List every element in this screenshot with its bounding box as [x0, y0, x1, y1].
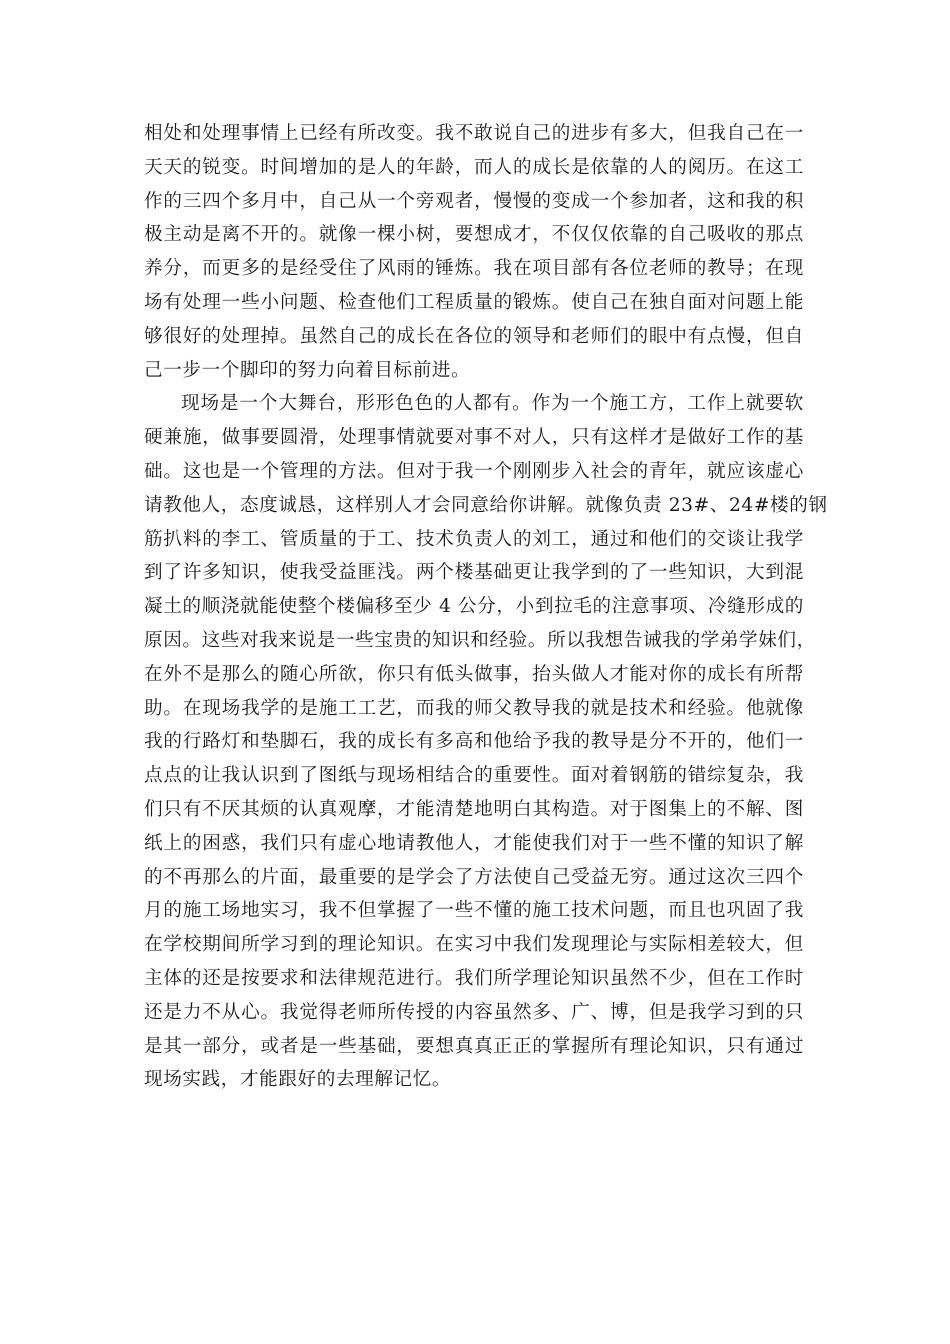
paragraph-2-line-19: 还是力不从心。我觉得老师所传授的内容虽然多、广、博，但是我学习到的只 [144, 1001, 804, 1023]
paragraph-1-line-2: 天天的锐变。时间增加的是人的年龄，而人的成长是依靠的人的阅历。在这工 [144, 156, 804, 178]
paragraph-1-line-7: 够很好的处理掉。虽然自己的成长在各位的领导和老师们的眼中有点慢，但自 [144, 325, 804, 347]
paragraph-2-line-2: 硬兼施，做事要圆滑，处理事情就要对事不对人，只有这样才是做好工作的基 [144, 427, 804, 449]
paragraph-2-line-10: 助。在现场我学的是施工工艺，而我的师父教导我的就是技术和经验。他就像 [144, 697, 804, 719]
paragraph-2-line-17: 在学校期间所学习到的理论知识。在实习中我们发现理论与实际相差较大，但 [144, 934, 804, 956]
paragraph-2-line-16: 月的施工场地实习，我不但掌握了一些不懂的施工技术问题，而且也巩固了我 [144, 900, 804, 922]
paragraph-2-line-15: 的不再那么的片面，最重要的是学会了方法使自己受益无穷。通过这次三四个 [144, 866, 804, 888]
paragraph-2-line-7: 凝土的顺浇就能使整个楼偏移至少 4 公分，小到拉毛的注意事项、冷缝形成的 [144, 596, 804, 618]
paragraph-2-line-11: 我的行路灯和垫脚石，我的成长有多高和他给予我的教导是分不开的，他们一 [144, 731, 804, 753]
paragraph-2-line-1: 现场是一个大舞台，形形色色的人都有。作为一个施工方，工作上就要软 [181, 393, 804, 415]
paragraph-1-line-6: 场有处理一些小问题、检查他们工程质量的锻炼。使自己在独自面对问题上能 [144, 291, 804, 313]
body-text [144, 117, 828, 1097]
paragraph-2-line-21: 现场实践，才能跟好的去理解记忆。 [144, 1069, 452, 1091]
paragraph-2-line-9: 在外不是那么的随心所欲，你只有低头做事，抬头做人才能对你的成长有所帮 [144, 663, 804, 685]
paragraph-2-line-20: 是其一部分，或者是一些基础，要想真真正正的掌握所有理论知识，只有通过 [144, 1035, 804, 1057]
paragraph-1-line-1: 相处和处理事情上已经有所改变。我不敢说自己的进步有多大，但我自己在一 [144, 123, 804, 144]
paragraph-2-line-14: 纸上的困惑，我们只有虚心地请教他人，才能使我们对于一些不懂的知识了解 [144, 832, 804, 854]
paragraph-2-line-5: 筋扒料的李工、管质量的于工、技术负责人的刘工，通过和他们的交谈让我学 [144, 528, 804, 550]
paragraph-2-line-8: 原因。这些对我来说是一些宝贵的知识和经验。所以我想告诫我的学弟学妹们， [144, 629, 816, 651]
paragraph-2-line-13: 们只有不厌其烦的认真观摩，才能清楚地明白其构造。对于图集上的不解、图 [144, 798, 804, 820]
paragraph-2-line-6: 到了许多知识，使我受益匪浅。两个楼基础更让我学到的了一些知识，大到混 [144, 562, 804, 584]
paragraph-1-line-8: 己一步一个脚印的努力向着目标前进。 [144, 359, 471, 381]
paragraph-2-line-3: 础。这也是一个管理的方法。但对于我一个刚刚步入社会的青年，就应该虚心 [144, 460, 804, 482]
paragraph-1-line-3: 作的三四个多月中，自己从一个旁观者，慢慢的变成一个参加者，这和我的积 [144, 190, 804, 212]
paragraph-2-line-12: 点点的让我认识到了图纸与现场相结合的重要性。面对着钢筋的错综复杂，我 [144, 765, 804, 787]
paragraph-2-line-18: 主体的还是按要求和法律规范进行。我们所学理论知识虽然不少，但在工作时 [144, 967, 804, 989]
paragraph-1-line-4: 极主动是离不开的。就像一棵小树，要想成才，不仅仅依靠的自己吸收的那点 [144, 224, 804, 246]
paragraph-2-line-4: 请教他人，态度诚恳，这样别人才会同意给你讲解。就像负责 23#、24#楼的钢 [144, 494, 828, 516]
paragraph-1-line-5: 养分，而更多的是经受住了风雨的锤炼。我在项目部有各位老师的教导；在现 [144, 258, 804, 280]
